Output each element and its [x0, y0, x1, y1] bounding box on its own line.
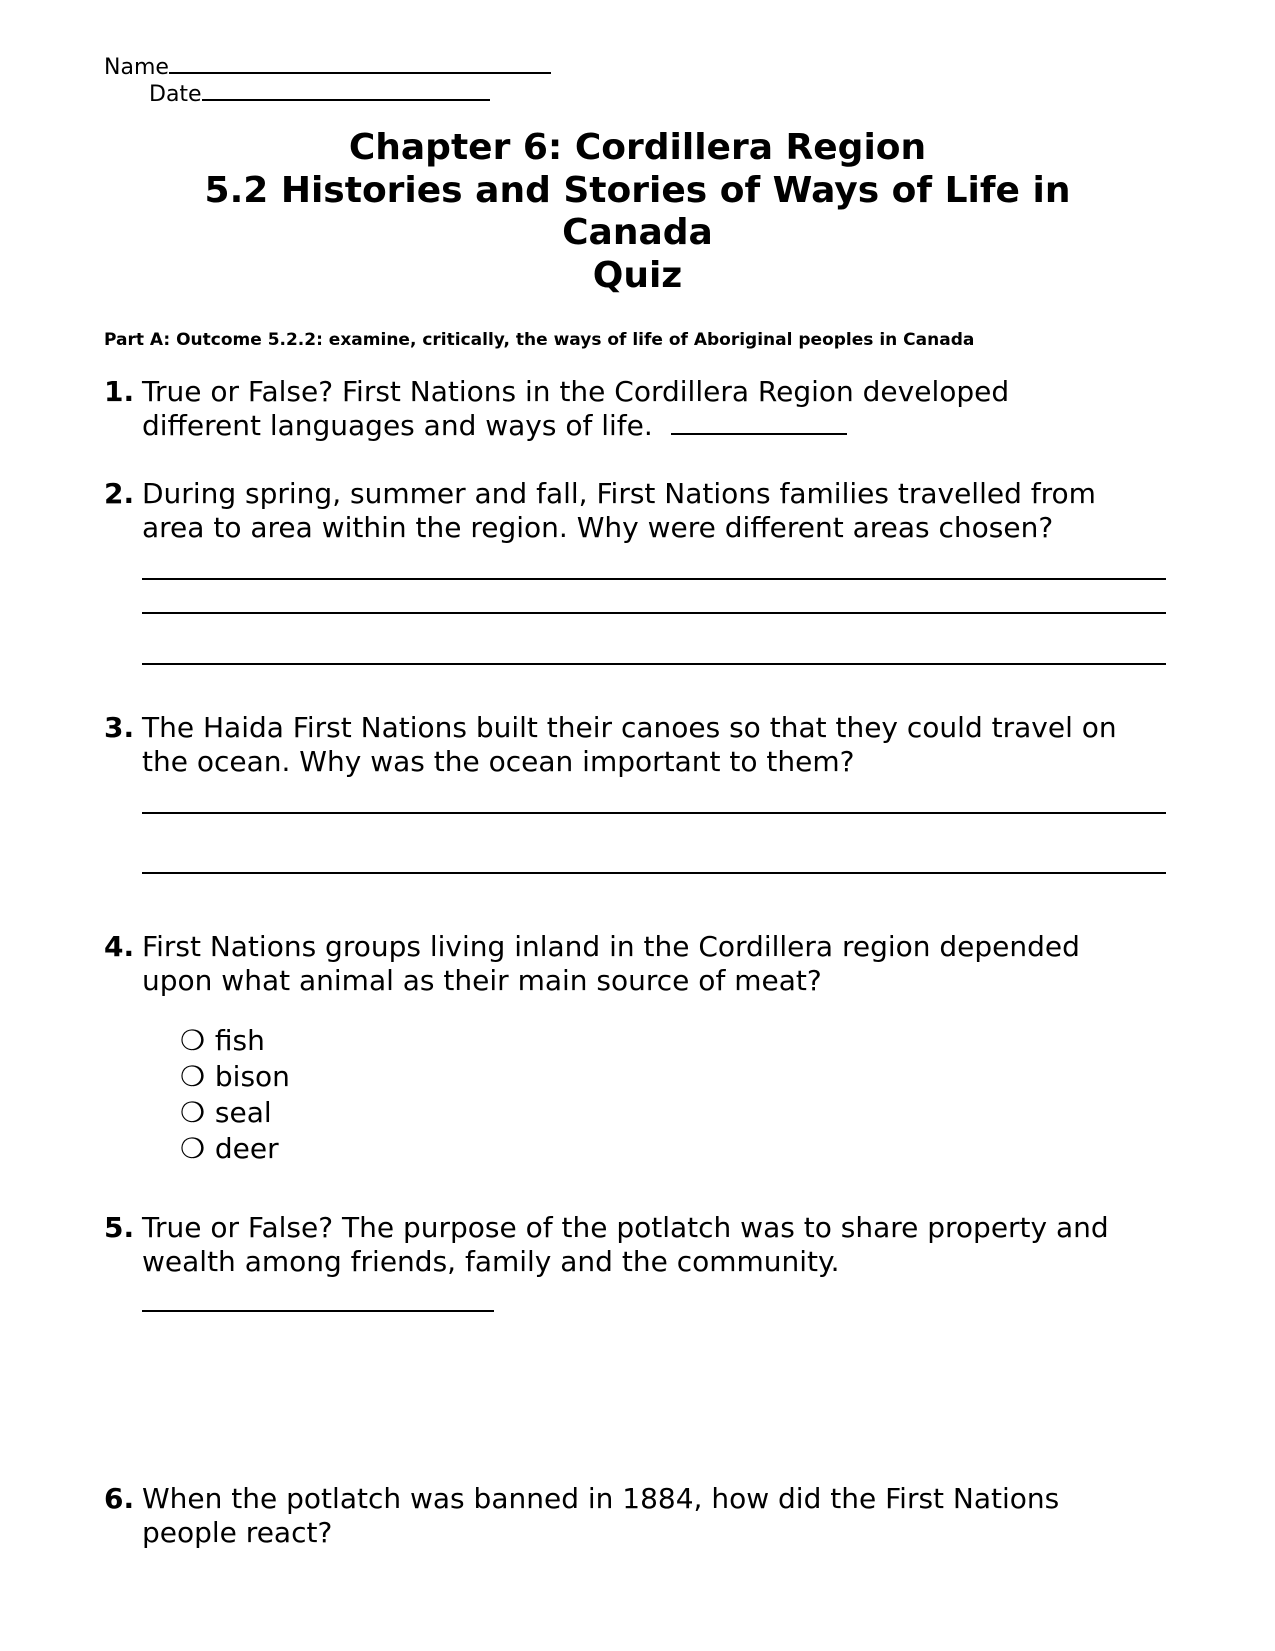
question-number: 2. — [104, 477, 135, 510]
part-a-outcome: Part A: Outcome 5.2.2: examine, critically, the ways of life of Aboriginal peoples in Canada — [104, 330, 975, 350]
q2-answer-line[interactable] — [142, 663, 1166, 665]
question-text-line: The Haida First Nations built their canoes so that they could travel on — [142, 711, 1117, 744]
radio-circle-icon[interactable]: ❍ — [180, 1132, 206, 1165]
question-text-line: First Nations groups living inland in the Cordillera region depended — [142, 930, 1080, 963]
option-label: deer — [214, 1132, 279, 1165]
question-text-line: people react? — [142, 1516, 333, 1549]
question-number: 6. — [104, 1482, 135, 1515]
question-text-line: True or False? First Nations in the Cordillera Region developed — [142, 375, 1010, 408]
option-label: seal — [214, 1096, 272, 1129]
title-quiz: Quiz — [592, 255, 683, 296]
title-chapter: Chapter 6: Cordillera Region — [348, 127, 927, 168]
question-6 — [104, 1482, 1184, 1550]
question-1 — [104, 375, 1184, 443]
option-label: bison — [214, 1060, 290, 1093]
date-field[interactable] — [149, 79, 490, 108]
q3-answer-line[interactable] — [142, 812, 1166, 814]
title-section-cont: Canada — [562, 212, 713, 253]
name-label: Name — [104, 55, 169, 80]
q1-answer-blank[interactable] — [671, 413, 847, 435]
name-field[interactable] — [104, 52, 551, 81]
question-5 — [104, 1211, 1184, 1279]
q4-option-fish[interactable] — [180, 1023, 265, 1059]
question-4 — [104, 930, 1184, 998]
question-text-line: upon what animal as their main source of meat? — [142, 964, 822, 997]
q5-answer-blank[interactable] — [142, 1310, 494, 1312]
q2-answer-line[interactable] — [142, 578, 1166, 580]
q4-option-deer[interactable] — [180, 1131, 279, 1167]
question-text-line: True or False? The purpose of the potlatch was to share property and — [142, 1211, 1109, 1244]
q2-answer-line[interactable] — [142, 612, 1166, 614]
name-blank[interactable] — [169, 52, 551, 74]
radio-circle-icon[interactable]: ❍ — [180, 1096, 206, 1129]
question-number: 4. — [104, 930, 135, 963]
question-3 — [104, 711, 1184, 779]
question-text-line: area to area within the region. Why were different areas chosen? — [142, 511, 1054, 544]
date-blank[interactable] — [202, 79, 490, 101]
question-text-line: When the potlatch was banned in 1884, how did the First Nations — [142, 1482, 1060, 1515]
radio-circle-icon[interactable]: ❍ — [180, 1060, 206, 1093]
radio-circle-icon[interactable]: ❍ — [180, 1024, 206, 1057]
question-text-line: different languages and ways of life. — [142, 409, 653, 442]
question-text-line: the ocean. Why was the ocean important to them? — [142, 745, 855, 778]
title-section: 5.2 Histories and Stories of Ways of Life in — [204, 170, 1071, 211]
date-label: Date — [149, 82, 202, 107]
question-number: 5. — [104, 1211, 135, 1244]
question-text-line: wealth among friends, family and the community. — [142, 1245, 840, 1278]
option-label: fish — [214, 1024, 265, 1057]
question-number: 1. — [104, 375, 135, 408]
q3-answer-line[interactable] — [142, 872, 1166, 874]
question-2 — [104, 477, 1184, 545]
q4-option-bison[interactable] — [180, 1059, 290, 1095]
question-text-line: During spring, summer and fall, First Nations families travelled from — [142, 477, 1096, 510]
question-number: 3. — [104, 711, 135, 744]
q4-option-seal[interactable] — [180, 1095, 272, 1131]
